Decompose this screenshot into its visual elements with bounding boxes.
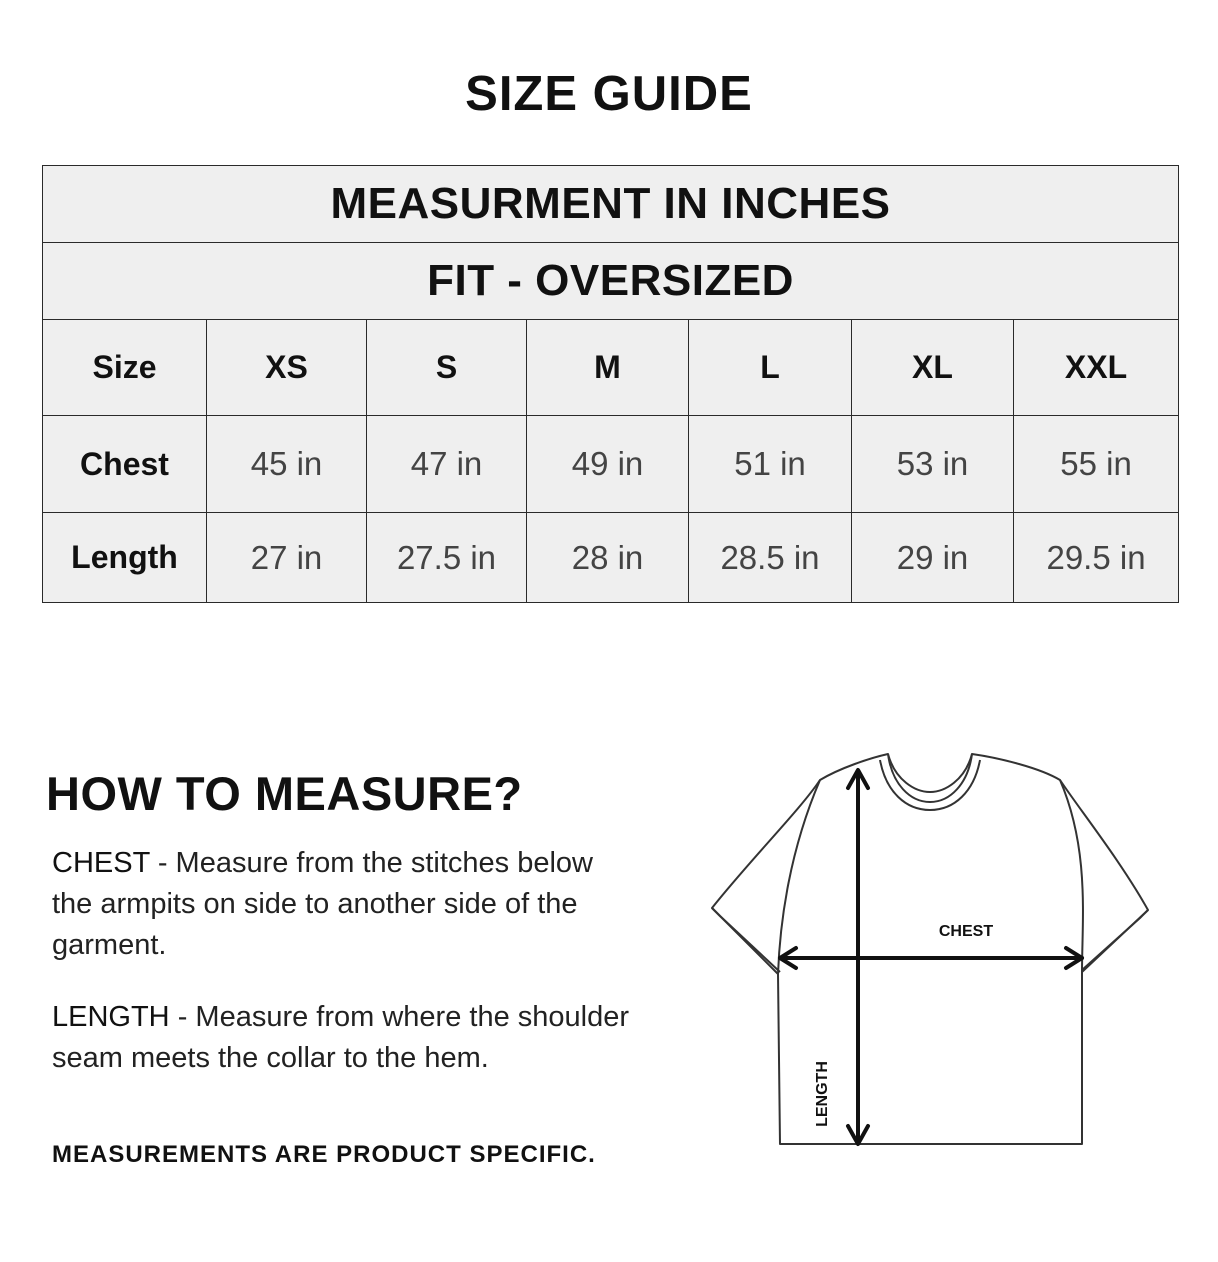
length-row [43, 513, 1179, 603]
length-diagram-label: LENGTH [814, 1061, 831, 1127]
page-title: SIZE GUIDE [465, 67, 753, 121]
fit-banner: FIT - OVERSIZED [43, 243, 1179, 320]
table-cell: 51 in [689, 416, 852, 513]
size-table [42, 165, 1179, 603]
table-cell: 53 in [852, 416, 1014, 513]
table-cell: 29 in [852, 513, 1014, 603]
how-to-measure-heading: HOW TO MEASURE? [46, 767, 523, 820]
tshirt-icon [680, 740, 1200, 1160]
chest-diagram-label: CHEST [938, 923, 994, 940]
chest-instruction [52, 843, 632, 966]
product-specific-note: MEASUREMENTS ARE PRODUCT SPECIFIC. [52, 1141, 596, 1168]
length-instruction [52, 997, 632, 1079]
table-cell: 27.5 in [367, 513, 527, 603]
table-cell: 29.5 in [1014, 513, 1179, 603]
size-header-l: L [689, 320, 852, 416]
size-header-label: Size [43, 320, 207, 416]
table-cell: 27 in [207, 513, 367, 603]
row-label: Length [43, 513, 207, 603]
unit-banner: MEASURMENT IN INCHES [43, 166, 1179, 243]
size-header-row [43, 320, 1179, 416]
chest-row [43, 416, 1179, 513]
chest-term: CHEST [52, 847, 150, 879]
chest-text: - Measure from the stitches below the armpits on side to another side of the garment. [52, 847, 593, 961]
table-cell: 47 in [367, 416, 527, 513]
size-header-xl: XL [852, 320, 1014, 416]
table-cell: 55 in [1014, 416, 1179, 513]
length-term: LENGTH [52, 1001, 170, 1033]
table-cell: 45 in [207, 416, 367, 513]
table-cell: 28 in [527, 513, 689, 603]
size-header-xs: XS [207, 320, 367, 416]
table-cell: 49 in [527, 416, 689, 513]
table-cell: 28.5 in [689, 513, 852, 603]
size-header-xxl: XXL [1014, 320, 1179, 416]
row-label: Chest [43, 416, 207, 513]
length-text: - Measure from where the shoulder seam meets the collar to the hem. [52, 1001, 630, 1074]
size-header-s: S [367, 320, 527, 416]
size-header-m: M [527, 320, 689, 416]
